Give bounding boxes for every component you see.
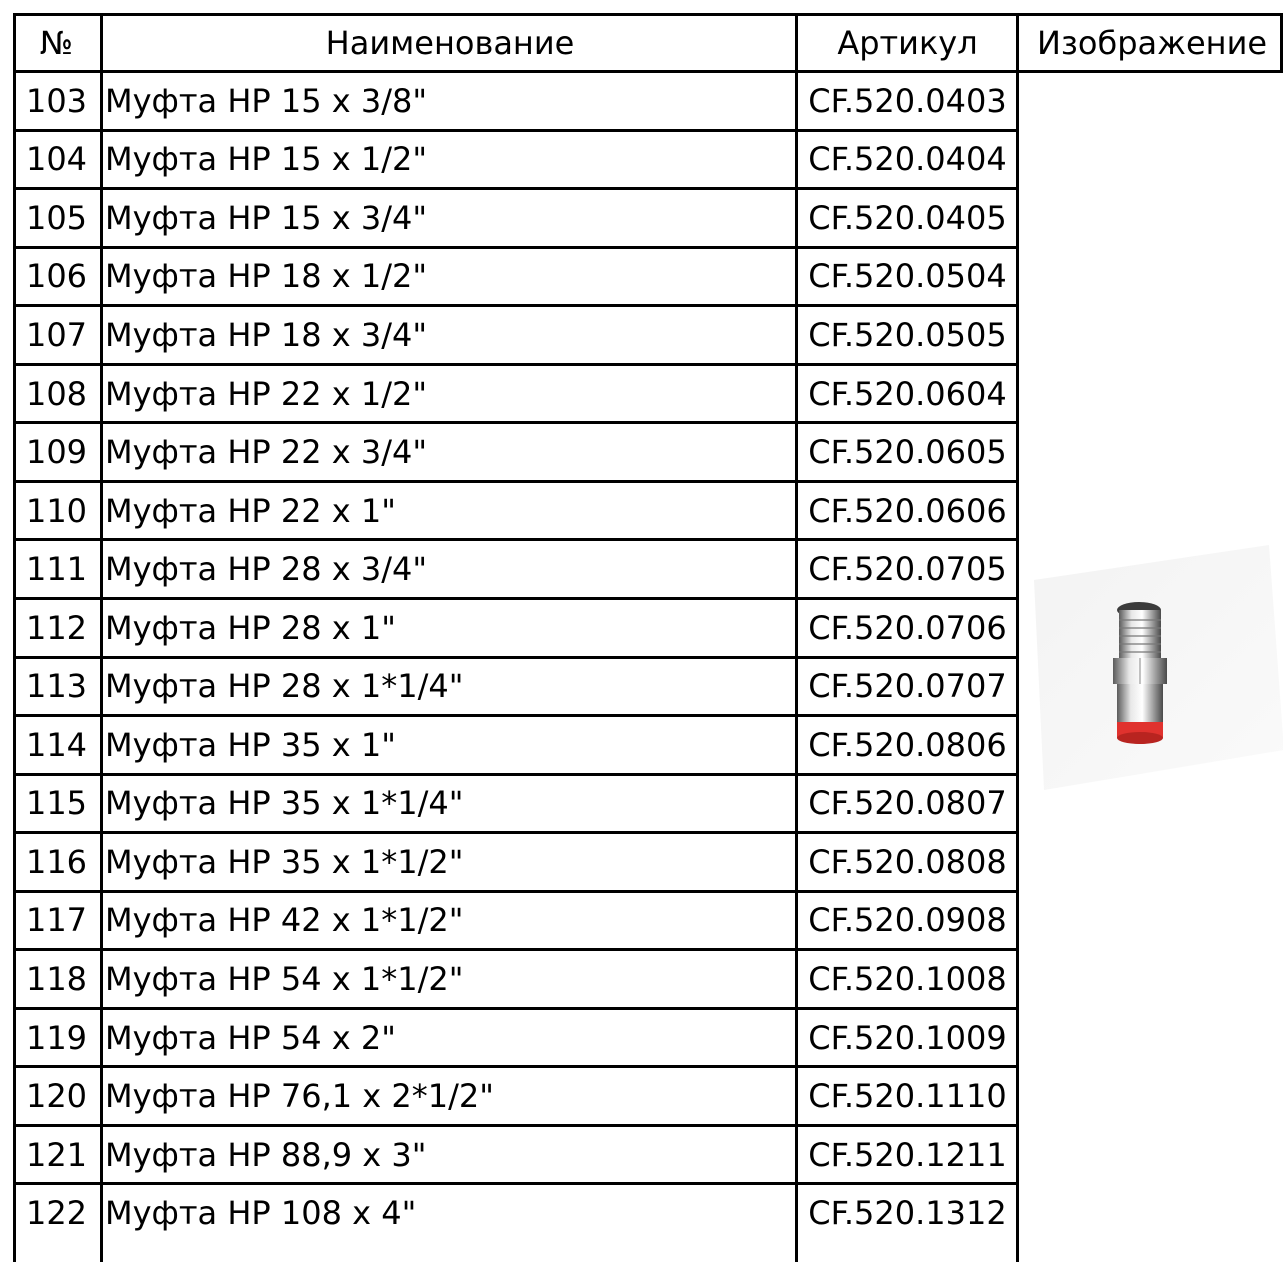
row-article: CF.520.0604 <box>808 374 1007 413</box>
row-name: Муфта НР 54 х 2" <box>105 1018 396 1057</box>
row-name: Муфта НР 76,1 х 2*1/2" <box>105 1077 494 1116</box>
row-name: Муфта НР 18 х 3/4" <box>105 315 428 354</box>
row-name: Муфта НР 108 х 4" <box>105 1194 417 1233</box>
row-article: CF.520.0808 <box>808 842 1007 881</box>
row-name: Муфта НР 88,9 х 3" <box>105 1135 427 1174</box>
row-number: 112 <box>25 608 88 647</box>
row-article: CF.520.0807 <box>808 784 1007 823</box>
row-name: Муфта НР 22 х 1" <box>105 491 396 530</box>
row-article: CF.520.1312 <box>808 1194 1007 1233</box>
row-article: CF.520.0505 <box>808 315 1007 354</box>
header-image: Изображение <box>1036 24 1268 62</box>
row-number: 103 <box>25 81 88 120</box>
row-number: 116 <box>25 842 88 881</box>
row-name: Муфта НР 22 х 3/4" <box>105 433 428 472</box>
grid-line <box>100 13 103 1262</box>
row-number: 114 <box>25 725 88 764</box>
row-article: CF.520.1211 <box>808 1135 1007 1174</box>
row-article: CF.520.0404 <box>808 140 1007 179</box>
row-number: 105 <box>25 198 88 237</box>
row-number: 115 <box>25 784 88 823</box>
row-name: Муфта НР 35 х 1*1/4" <box>105 784 464 823</box>
row-article: CF.520.0405 <box>808 198 1007 237</box>
row-number: 107 <box>25 315 88 354</box>
row-article: CF.520.0806 <box>808 725 1007 764</box>
row-name: Муфта НР 42 х 1*1/2" <box>105 901 464 940</box>
row-number: 104 <box>25 140 88 179</box>
row-number: 117 <box>25 901 88 940</box>
row-article: CF.520.0606 <box>808 491 1007 530</box>
header-article: Артикул <box>837 24 978 62</box>
row-number: 113 <box>25 667 88 706</box>
row-number: 120 <box>25 1077 88 1116</box>
row-name: Муфта НР 28 х 3/4" <box>105 550 428 589</box>
row-number: 111 <box>25 550 88 589</box>
row-name: Муфта НР 28 х 1*1/4" <box>105 667 464 706</box>
row-article: CF.520.0504 <box>808 257 1007 296</box>
row-article: CF.520.0908 <box>808 901 1007 940</box>
row-name: Муфта НР 15 х 1/2" <box>105 140 428 179</box>
row-name: Муфта НР 35 х 1" <box>105 725 396 764</box>
row-number: 119 <box>25 1018 88 1057</box>
header-number: № <box>39 24 74 62</box>
row-number: 110 <box>25 491 88 530</box>
row-article: CF.520.1009 <box>808 1018 1007 1057</box>
row-number: 109 <box>25 433 88 472</box>
row-article: CF.520.1110 <box>808 1077 1007 1116</box>
row-name: Муфта НР 15 х 3/8" <box>105 81 428 120</box>
row-number: 108 <box>25 374 88 413</box>
row-name: Муфта НР 35 х 1*1/2" <box>105 842 464 881</box>
row-number: 118 <box>25 960 88 999</box>
row-number: 106 <box>25 257 88 296</box>
row-name: Муфта НР 54 х 1*1/2" <box>105 960 464 999</box>
pipe-fitting-icon <box>1014 540 1283 790</box>
header-name: Наименование <box>325 24 575 62</box>
row-name: Муфта НР 22 х 1/2" <box>105 374 428 413</box>
row-name: Муфта НР 18 х 1/2" <box>105 257 428 296</box>
row-article: CF.520.0707 <box>808 667 1007 706</box>
row-number: 121 <box>25 1135 88 1174</box>
row-article: CF.520.0705 <box>808 550 1007 589</box>
row-article: CF.520.0403 <box>808 81 1007 120</box>
row-name: Муфта НР 15 х 3/4" <box>105 198 428 237</box>
row-number: 122 <box>25 1194 88 1233</box>
row-article: CF.520.0605 <box>808 433 1007 472</box>
product-image <box>1014 540 1283 790</box>
row-article: CF.520.1008 <box>808 960 1007 999</box>
grid-line <box>795 13 798 1262</box>
row-article: CF.520.0706 <box>808 608 1007 647</box>
row-name: Муфта НР 28 х 1" <box>105 608 396 647</box>
